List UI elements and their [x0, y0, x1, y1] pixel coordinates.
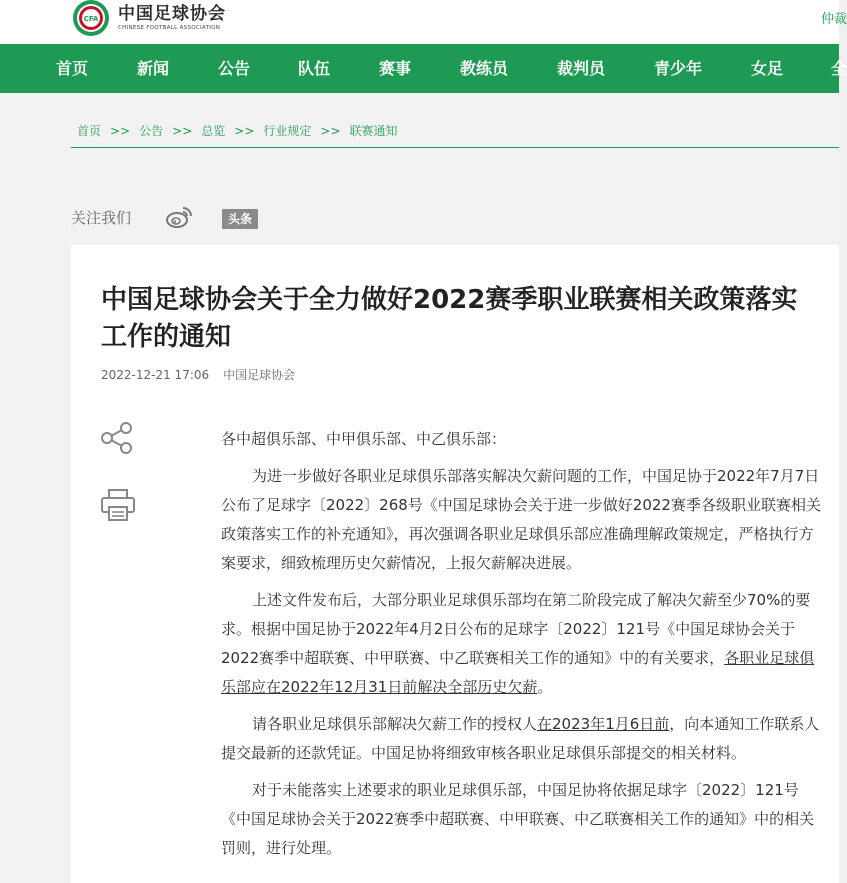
svg-text:CFA: CFA — [83, 15, 99, 23]
weibo-icon[interactable] — [165, 205, 193, 229]
article-meta — [101, 366, 295, 383]
top-link-arbitration[interactable]: 仲裁 — [820, 12, 847, 27]
breadcrumb — [77, 122, 398, 139]
paragraph-text: 请各职业足球俱乐部解决欠薪工作的授权人 — [252, 715, 538, 733]
top-bar — [0, 0, 847, 44]
main-nav — [0, 44, 847, 93]
article-date: 2022-12-21 17:06 — [101, 368, 210, 382]
underlined-deadline: 各职业足球俱乐部应在2022年12月31日前解决全部历史欠薪 — [221, 649, 815, 696]
breadcrumb-announcements[interactable]: 公告 — [139, 124, 164, 138]
breadcrumb-regulations[interactable]: 行业规定 — [263, 124, 312, 138]
article-paragraph: 对于未能落实上述要求的职业足球俱乐部，中国足协将依据足球字〔2022〕121号《中国足球协会关于2022赛季中超联赛、中甲联赛、中乙联赛相关工作的通知》中的相关罚则，进行处理。 — [221, 781, 815, 857]
nav-item-news[interactable]: 新闻 — [137, 59, 170, 78]
article-salutation: 各中超俱乐部、中甲俱乐部、中乙俱乐部： — [221, 430, 507, 448]
article-paragraph — [221, 586, 821, 702]
nav-item-womens[interactable]: 女足 — [751, 59, 784, 78]
paragraph-text: ，向本通知工作联系人提交最新的还款凭证。中国足协将细致审核各职业足球俱乐部提交的相关材料。 — [221, 715, 820, 762]
breadcrumb-divider — [71, 147, 839, 148]
nav-item-coaches[interactable]: 教练员 — [460, 59, 509, 78]
breadcrumb-separator: >> — [320, 124, 341, 138]
article-paragraph: 为进一步做好各职业足球俱乐部落实解决欠薪问题的工作，中国足协于2022年7月7日公布了足球字〔2022〕268号《中国足球协会关于进一步做好2022赛季各级职业联赛相关政策落实工作的补充通知》，再次强调各职业足球俱乐部应准确理解政策规定，严格执行方案要求，细致梳理历史欠薪情况，上报欠薪解决进展。 — [221, 467, 821, 572]
breadcrumb-separator: >> — [172, 124, 193, 138]
paragraph-text: 上述文件发布后，大部分职业足球俱乐部均在第二阶段完成了解决欠薪至少70%的要求。根据中国足协于2022年4月2日公布的足球字〔2022〕121号《中国足球协会关于2022赛季中超联赛、中甲联赛、中乙联赛相关工作的通知》中的有关要求， — [221, 591, 811, 667]
breadcrumb-league-notices[interactable]: 联赛通知 — [349, 124, 398, 138]
follow-us-label: 关注我们 — [71, 209, 132, 227]
article-title: 中国足球协会关于全力做好2022赛季职业联赛相关政策落实工作的通知 — [101, 285, 798, 352]
logo-subtitle: CHINESE FOOTBALL ASSOCIATION — [118, 25, 221, 31]
share-icon[interactable] — [100, 421, 134, 455]
article-body — [221, 425, 821, 871]
cfa-emblem-icon — [72, 0, 110, 37]
nav-item-announcements[interactable]: 公告 — [218, 59, 251, 78]
site-logo[interactable] — [72, 0, 226, 36]
toutiao-icon[interactable]: 头条 — [222, 209, 258, 229]
breadcrumb-home[interactable]: 首页 — [77, 124, 102, 138]
breadcrumb-separator: >> — [234, 124, 255, 138]
article-paragraph — [221, 710, 821, 768]
nav-item-teams[interactable]: 队伍 — [298, 59, 331, 78]
nav-item-more[interactable]: 全 — [831, 59, 847, 78]
paragraph-text: 。 — [537, 678, 553, 696]
nav-item-events[interactable]: 赛事 — [379, 59, 412, 78]
article-source: 中国足球协会 — [223, 368, 296, 382]
nav-item-youth[interactable]: 青少年 — [654, 59, 703, 78]
underlined-deadline: 在2023年1月6日前 — [537, 715, 670, 733]
nav-item-home[interactable]: 首页 — [56, 59, 89, 78]
logo-title: 中国足球协会 — [118, 4, 226, 24]
breadcrumb-overview[interactable]: 总览 — [201, 124, 226, 138]
breadcrumb-separator: >> — [110, 124, 131, 138]
print-icon[interactable] — [100, 488, 136, 522]
nav-item-referees[interactable]: 裁判员 — [557, 59, 606, 78]
